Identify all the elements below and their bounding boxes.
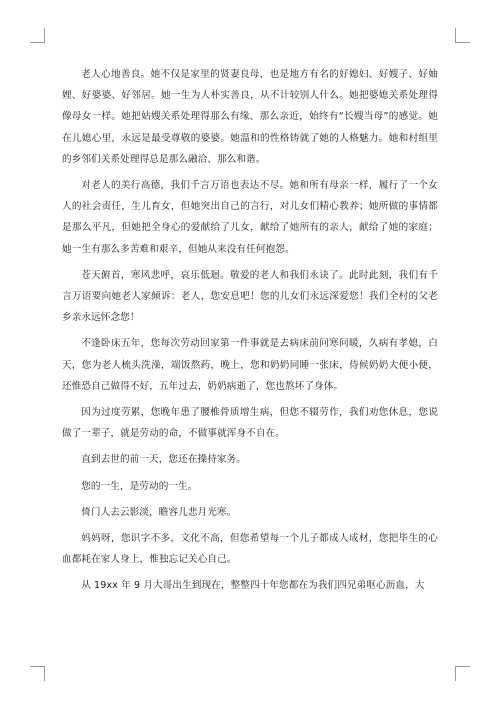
crop-mark-top-right <box>455 28 470 43</box>
paragraph-5: 因为过度劳累，您晚年患了腰椎骨质增生病，但您不辍劳作，我们劝您休息，您说做了一辈子，就是劳动的命，不做事就浑身不自在。 <box>62 407 438 440</box>
paragraph-4: 不逢卧床五年，您每次劳动回家第一件事就是去病床前问寒问暖，久病有孝媳，白天，您为老人梳头洗澡，端饭熬药，晚上，您和奶奶同睡一张床，侍候奶奶大便小便，还惟恐自己做得不好，五年过去，奶奶病逝了，您也熬坏了身体。 <box>62 338 438 392</box>
crop-mark-bottom-right <box>455 666 470 681</box>
paragraph-10: 从 19xx 年 9 月大哥出生到现在，整整四十年您都在为我们四兄弟呕心沥血，大 <box>81 580 425 592</box>
crop-mark-top-left <box>30 28 45 43</box>
paragraph-3: 苍天俯首，寒风悲呼，哀乐低迴。敬爱的老人和我们永诀了。此时此刻，我们有千言万语要向她老人家倾诉：老人，您安息吧！您的儿女们永远深爱您！我们全村的父老乡亲永远怀念您！ <box>62 269 438 324</box>
paragraph-8: 倚门人去云影淡，瞻容儿悲月光寒。 <box>81 506 237 518</box>
paragraph-6: 直到去世的前一天，您还在操持家务。 <box>81 454 246 466</box>
paragraph-9: 妈妈呀，您识字不多，文化不高，但您希望每一个儿子都成人成材，您把毕生的心血都耗在家人身上，惟独忘记关心自己。 <box>62 533 438 566</box>
paragraph-2: 对老人的美行高德，我们千言万语也表达不尽。她和所有母亲一样，履行了一个女人的社会责任，生儿育女，但她突出自己的言行，对儿女们精心教养；她所做的事情都是那么平凡，但她把全身心的爱献给了儿女，献给了她所有的亲人，献给了她的家庭；她一生有那么多苦难和艰辛，但她从来没有任何抱怨。 <box>62 180 438 255</box>
crop-mark-bottom-left <box>30 666 45 681</box>
paragraph-1: 老人心地善良。她不仅是家里的贤妻良母，也是地方有名的好媳妇、好嫂子、好妯娌、好婆婆、好邻居。她一生为人朴实善良，从不计较别人什么。她把婆媳关系处理得像母女一样。她把姑嫂关系处理得那么有缘、那么亲近，始终有“长嫂当母”的感觉。她在儿媳心里，永远是最受尊敬的婆婆。她温和的性格铸就了她的人格魅力。她和村组里的乡邻们关系处理得总是那么融洽、那么和谐。 <box>62 69 438 165</box>
paragraph-7: 您的一生，是劳动的一生。 <box>81 480 198 492</box>
document-body <box>62 64 438 602</box>
